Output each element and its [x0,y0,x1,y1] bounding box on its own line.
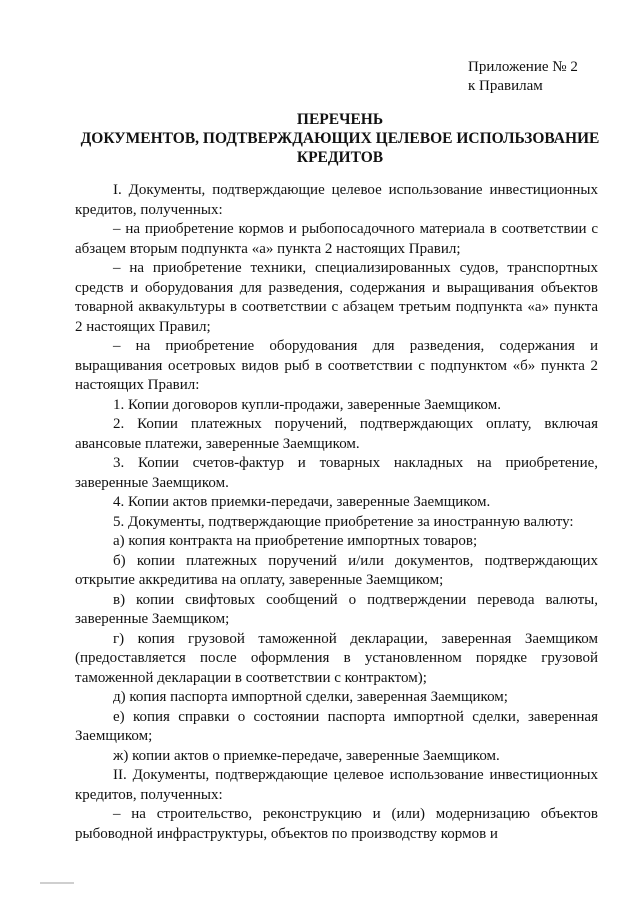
document-body [75,181,598,844]
document-title [60,110,620,167]
paragraph: е) копия справки о состоянии паспорта импортной сделки, заверенная Заемщиком; [75,708,598,744]
paragraph: I. Документы, подтверждающие целевое использование инвестиционных кредитов, полученных: [75,182,598,218]
paragraph: 2. Копии платежных поручений, подтверждающих оплату, включая авансовые платежи, заверенные Заемщиком. [75,416,598,452]
paragraph: 4. Копии актов приемки-передачи, заверенные Заемщиком. [113,494,491,510]
paragraph: б) копии платежных поручений и/или документов, подтверждающих открытие аккредитива на оплату, заверенные Заемщиком; [75,552,598,588]
paragraph: – на приобретение техники, специализированных судов, транспортных средств и оборудования для разведения, содержания и выращивания объектов товарной аквакультуры в соответствии с абзацем третьим подпункта «а» пункта 2 настоящих Правил; [75,260,598,335]
paragraph: – на приобретение оборудования для разведения, содержания и выращивания осетровых видов рыб в соответствии с подпунктом «б» пункта 2 настоящих Правил: [75,338,598,393]
appendix-number: Приложение № 2 [468,59,578,75]
title-line-3: КРЕДИТОВ [296,149,384,166]
paragraph: г) копия грузовой таможенной декларации, заверенная Заемщиком (предоставляется после оформления в установленном порядке грузовой таможенной декларации в соответствии с контрактом); [75,630,598,686]
paragraph: ж) копии актов о приемке-передаче, заверенные Заемщиком. [113,747,500,764]
paragraph: 3. Копии счетов-фактур и товарных накладных на приобретение, заверенные Заемщиком. [75,455,598,491]
paragraph: 1. Копии договоров купли-продажи, заверенные Заемщиком. [113,396,502,413]
paragraph: д) копия паспорта импортной сделки, заверенная Заемщиком; [113,689,508,705]
paragraph: II. Документы, подтверждающие целевое использование инвестиционных кредитов, полученных: [75,767,598,803]
paragraph: – на строительство, реконструкцию и (или) модернизацию объектов рыбоводной инфраструктуры, объектов по производству кормов и [75,806,598,842]
scan-artifact [40,882,74,884]
title-line-1: ПЕРЕЧЕНЬ [296,111,384,128]
paragraph: в) копии свифтовых сообщений о подтверждении перевода валюты, заверенные Заемщиком; [75,591,598,627]
appendix-rules-ref: к Правилам [468,78,543,94]
title-line-2: ДОКУМЕНТОВ, ПОДТВЕРЖДАЮЩИХ ЦЕЛЕВОЕ ИСПОЛЬЗОВАНИЕ [80,130,600,147]
appendix-reference [468,58,578,96]
paragraph: – на приобретение кормов и рыбопосадочного материала в соответствии с абзацем вторым подпункта «а» пункта 2 настоящих Правил; [75,221,598,257]
paragraph: а) копия контракта на приобретение импортных товаров; [113,533,478,549]
paragraph: 5. Документы, подтверждающие приобретение за иностранную валюту: [113,513,574,530]
